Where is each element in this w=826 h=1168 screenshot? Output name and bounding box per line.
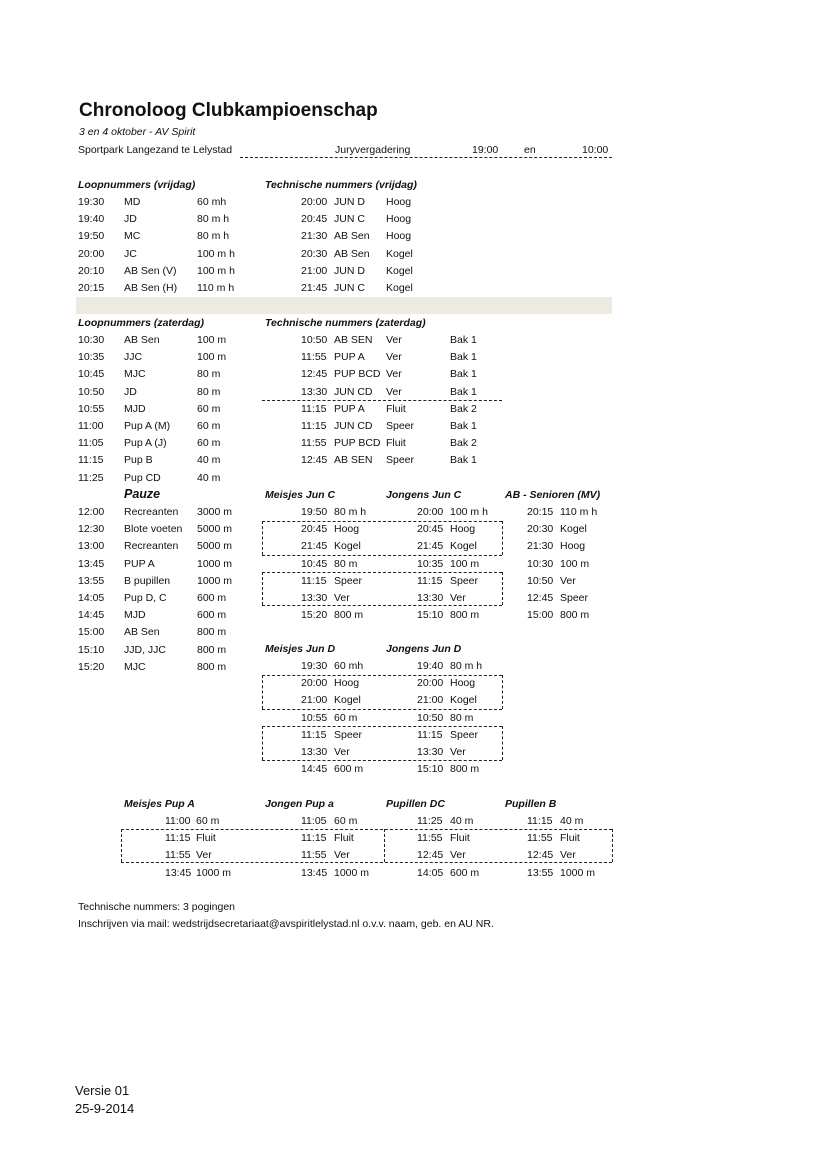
run-group: AB Sen	[124, 626, 160, 639]
tech-group: PUP A	[334, 351, 365, 364]
slot-time: 11:15	[301, 574, 327, 587]
tech-group: AB SEN	[334, 454, 373, 467]
slot-time: 11:55	[527, 832, 553, 845]
pup-box-left	[121, 829, 122, 862]
tech-group: AB Sen	[334, 230, 370, 243]
run-event: 800 m	[197, 643, 227, 656]
tech-group: JUN CD	[334, 385, 373, 398]
run-group: Pup CD	[124, 471, 161, 484]
slot-time: 21:45	[301, 540, 328, 553]
slot-time: 21:00	[417, 694, 444, 707]
meeting-label: Juryvergadering	[335, 144, 411, 156]
slot-time: 10:50	[417, 711, 444, 724]
run-event: 60 m	[197, 437, 221, 450]
run-time: 11:25	[78, 471, 104, 484]
slot-event: 600 m	[334, 763, 364, 776]
slot-event: 800 m	[450, 763, 480, 776]
run-group: Pup B	[124, 454, 153, 467]
slot-time: 11:15	[301, 832, 327, 845]
run-time: 12:00	[78, 506, 105, 518]
friday-run-header: Loopnummers (vrijdag)	[78, 179, 196, 191]
tech-group: PUP A	[334, 402, 365, 415]
tech-pit: Bak 1	[450, 334, 477, 346]
tech-group: AB Sen	[334, 247, 370, 260]
slot-event: 40 m	[560, 815, 584, 827]
slot-event: 1000 m	[196, 866, 232, 879]
slot-event: Hoog	[334, 677, 360, 690]
slot-time: 15:00	[527, 609, 554, 622]
run-time: 12:30	[78, 523, 105, 536]
group-c-box-right	[502, 521, 503, 555]
group-d-box2-top	[262, 726, 502, 727]
group-d-box-right	[502, 675, 503, 709]
tech-time: 21:45	[301, 282, 328, 294]
group-d-box-bottom	[262, 709, 502, 710]
slot-time: 21:00	[301, 694, 328, 707]
version-date: 25-9-2014	[75, 1101, 135, 1116]
tech-time: 21:00	[301, 264, 328, 277]
tech-time: 12:45	[301, 368, 328, 381]
run-time: 20:15	[78, 282, 105, 294]
slot-event: Kogel	[450, 540, 477, 553]
group-d-box-left	[262, 675, 263, 709]
slot-time: 13:30	[301, 746, 328, 758]
slot-event: 1000 m	[334, 866, 370, 879]
tech-event: Kogel	[386, 282, 413, 294]
tech-event: Speer	[386, 454, 415, 467]
group-c-box2-right	[502, 572, 503, 605]
slot-event: 800 m	[450, 609, 480, 622]
tech-event: Speer	[386, 420, 415, 432]
run-event: 110 m h	[197, 282, 235, 294]
slot-event: 800 m	[334, 609, 364, 622]
slot-time: 11:15	[417, 574, 443, 587]
slot-event: 40 m	[450, 815, 474, 827]
group-header-jongens-jun-c: Jongens Jun C	[386, 489, 462, 501]
tech-time: 11:15	[301, 402, 327, 415]
slot-time: 15:20	[301, 609, 328, 622]
group-header-meisjes-jun-c: Meisjes Jun C	[265, 489, 336, 501]
group-d-box2-left	[262, 726, 263, 760]
run-group: Blote voeten	[124, 523, 183, 536]
run-group: MJD	[124, 609, 146, 622]
run-time: 19:50	[78, 230, 105, 243]
slot-event: Fluit	[334, 832, 354, 845]
slot-time: 12:45	[527, 849, 554, 862]
slot-time: 11:25	[417, 815, 443, 827]
pup-box-bottom	[121, 862, 612, 863]
tech-event: Ver	[386, 351, 402, 364]
group-header-pupillen-dc: Pupillen DC	[386, 798, 445, 810]
group-c-box2-left	[262, 572, 263, 605]
run-event: 600 m	[197, 592, 227, 604]
slot-time: 14:45	[301, 763, 328, 776]
slot-time: 13:45	[165, 866, 192, 879]
tech-event: Fluit	[386, 402, 406, 415]
slot-time: 11:00	[165, 815, 191, 827]
run-time: 19:30	[78, 196, 105, 208]
slot-time: 10:35	[417, 557, 444, 570]
run-event: 80 m	[197, 385, 221, 398]
slot-event: Ver	[334, 849, 350, 862]
slot-event: Speer	[334, 728, 363, 741]
run-time: 10:30	[78, 334, 105, 346]
tech-pit: Bak 1	[450, 351, 477, 364]
slot-event: 60 m	[334, 711, 358, 724]
slot-time: 20:00	[301, 677, 328, 690]
run-group: JJC	[124, 351, 143, 364]
run-time: 19:40	[78, 213, 105, 226]
attempts-note: Technische nummers: 3 pogingen	[78, 901, 236, 913]
run-time: 15:10	[78, 643, 105, 656]
venue: Sportpark Langezand te Lelystad	[78, 144, 233, 156]
tech-event: Hoog	[386, 213, 412, 226]
tech-event: Fluit	[386, 437, 406, 450]
pup-box-right	[612, 829, 613, 862]
run-group: MJC	[124, 368, 146, 381]
slot-time: 11:15	[417, 728, 443, 741]
run-time: 13:55	[78, 574, 105, 587]
day-separator	[76, 297, 612, 314]
run-event: 100 m	[197, 334, 227, 346]
run-event: 80 m	[197, 368, 221, 381]
meeting-time-2: 10:00	[582, 144, 609, 156]
slot-event: Ver	[450, 849, 466, 862]
signup-note: Inschrijven via mail: wedstrijdsecretariaat@avspiritlelystad.nl o.v.v. naam, geb. en AU NR.	[78, 918, 494, 930]
run-time: 15:00	[78, 626, 105, 639]
pup-box-top	[121, 829, 612, 830]
slot-event: Hoog	[450, 677, 476, 690]
slot-time: 13:30	[417, 592, 444, 604]
run-time: 11:15	[78, 454, 104, 467]
slot-time: 20:45	[417, 523, 444, 536]
run-group: Recreanten	[124, 506, 179, 518]
friday-tech-header: Technische nummers (vrijdag)	[265, 179, 417, 191]
slot-time: 11:55	[301, 849, 327, 862]
slot-event: 80 m h	[334, 506, 367, 518]
tech-time: 20:45	[301, 213, 328, 226]
run-event: 800 m	[197, 660, 227, 673]
slot-event: Speer	[450, 574, 479, 587]
slot-time: 11:05	[301, 815, 327, 827]
run-time: 20:00	[78, 247, 105, 260]
run-group: AB Sen (V)	[124, 264, 177, 277]
tech-group: AB SEN	[334, 334, 373, 346]
meeting-time-1: 19:00	[472, 144, 499, 156]
version-label: Versie 01	[75, 1083, 130, 1098]
slot-time: 10:30	[527, 557, 554, 570]
run-time: 20:10	[78, 264, 105, 277]
run-time: 10:35	[78, 351, 105, 364]
slot-time: 13:30	[301, 592, 328, 604]
run-group: Pup A (J)	[124, 437, 167, 450]
pause-label: Pauze	[124, 487, 161, 501]
slot-time: 11:15	[527, 815, 553, 827]
run-group: PUP A	[124, 557, 155, 570]
group-c-box-top	[262, 521, 502, 522]
run-event: 40 m	[197, 471, 221, 484]
slot-time: 11:55	[417, 832, 443, 845]
group-header-jongen-pup-a: Jongen Pup a	[265, 798, 334, 810]
group-c-box2-top	[262, 572, 502, 573]
group-d-box-top	[262, 675, 502, 676]
tech-pit: Bak 1	[450, 420, 477, 432]
tech-time: 12:45	[301, 454, 328, 467]
slot-time: 11:15	[301, 728, 327, 741]
slot-event: 60 m	[196, 815, 220, 827]
run-event: 3000 m	[197, 506, 233, 518]
tech-pit: Bak 1	[450, 368, 477, 381]
slot-event: Ver	[450, 746, 466, 758]
tech-group: PUP BCD	[334, 437, 381, 450]
saturday-run-header: Loopnummers (zaterdag)	[78, 317, 205, 329]
slot-event: 100 m	[560, 557, 590, 570]
slot-event: Hoog	[334, 523, 360, 536]
run-time: 13:00	[78, 540, 105, 553]
slot-time: 13:55	[527, 866, 554, 879]
run-event: 800 m	[197, 626, 227, 639]
run-group: MC	[124, 230, 141, 243]
tech-group: PUP BCD	[334, 368, 381, 381]
slot-event: Speer	[450, 728, 479, 741]
slot-event: 1000 m	[560, 866, 596, 879]
run-group: JD	[124, 213, 137, 226]
run-group: B pupillen	[124, 574, 171, 587]
slot-event: Fluit	[560, 832, 580, 845]
run-group: JC	[124, 247, 137, 260]
run-group: Pup A (M)	[124, 420, 171, 432]
slot-time: 20:15	[527, 506, 554, 518]
slot-time: 20:00	[417, 677, 444, 690]
slot-time: 15:10	[417, 763, 444, 776]
tech-pit: Bak 1	[450, 385, 477, 398]
run-event: 100 m	[197, 351, 227, 364]
tech-event: Ver	[386, 385, 402, 398]
page-title: Chronoloog Clubkampioenschap	[79, 100, 378, 121]
run-event: 60 mh	[197, 196, 227, 208]
run-group: JJD, JJC	[124, 643, 166, 656]
run-group: MJD	[124, 402, 146, 415]
slot-event: 80 m	[334, 557, 358, 570]
run-group: JD	[124, 385, 137, 398]
group-header-ab-senioren: AB - Senioren (MV)	[505, 489, 601, 501]
run-time: 13:45	[78, 557, 105, 570]
slot-time: 19:50	[301, 506, 328, 518]
run-time: 11:05	[78, 437, 104, 450]
tech-pit: Bak 2	[450, 437, 477, 450]
run-time: 15:20	[78, 660, 105, 673]
run-event: 5000 m	[197, 540, 233, 553]
slot-time: 10:45	[301, 557, 328, 570]
slot-event: Ver	[334, 746, 350, 758]
tech-pit: Bak 1	[450, 454, 477, 467]
tech-group: JUN CD	[334, 420, 373, 432]
tech-group: JUN C	[334, 213, 365, 226]
slot-event: 80 m h	[450, 660, 483, 672]
tech-time: 11:55	[301, 437, 327, 450]
tech-group: JUN D	[334, 196, 365, 208]
slot-time: 19:40	[417, 660, 444, 672]
slot-time: 10:50	[527, 574, 554, 587]
slot-event: Ver	[560, 849, 576, 862]
meeting-and: en	[524, 144, 536, 156]
run-time: 14:05	[78, 592, 105, 604]
run-time: 10:55	[78, 402, 105, 415]
slot-event: Fluit	[450, 832, 470, 845]
run-event: 80 m h	[197, 213, 230, 226]
slot-time: 15:10	[417, 609, 444, 622]
slot-time: 21:45	[417, 540, 444, 553]
slot-time: 12:45	[527, 592, 554, 604]
slot-time: 21:30	[527, 540, 554, 553]
group-header-pupillen-b: Pupillen B	[505, 798, 557, 810]
slot-time: 20:30	[527, 523, 554, 536]
run-event: 1000 m	[197, 557, 233, 570]
slot-event: Hoog	[560, 540, 586, 553]
run-event: 60 m	[197, 402, 221, 415]
slot-event: 600 m	[450, 866, 480, 879]
slot-event: Kogel	[334, 694, 361, 707]
run-event: 80 m h	[197, 230, 230, 243]
tech-time: 20:30	[301, 247, 328, 260]
slot-event: 110 m h	[560, 506, 598, 518]
slot-time: 13:30	[417, 746, 444, 758]
run-group: Pup D, C	[124, 592, 167, 604]
slot-event: Ver	[196, 849, 212, 862]
run-event: 40 m	[197, 454, 221, 467]
run-group: AB Sen	[124, 334, 160, 346]
slot-time: 14:05	[417, 866, 444, 879]
run-event: 1000 m	[197, 574, 233, 587]
run-group: MD	[124, 196, 141, 208]
slot-event: 60 mh	[334, 660, 364, 672]
run-group: MJC	[124, 660, 146, 673]
tech-pit: Bak 2	[450, 402, 477, 415]
slot-event: Kogel	[560, 523, 587, 536]
slot-time: 13:45	[301, 866, 328, 879]
slot-time: 20:00	[417, 506, 444, 518]
tech-event: Hoog	[386, 196, 412, 208]
run-event: 5000 m	[197, 523, 233, 536]
header-dashed-line	[240, 157, 612, 158]
tech-event: Ver	[386, 334, 402, 346]
group-header-jongens-jun-d: Jongens Jun D	[386, 643, 462, 655]
run-group: Recreanten	[124, 540, 179, 553]
page-subtitle: 3 en 4 oktober - AV Spirit	[79, 126, 196, 138]
tech-event: Ver	[386, 368, 402, 381]
tech-event: Hoog	[386, 230, 412, 243]
slot-event: 800 m	[560, 609, 590, 622]
slot-event: 100 m	[450, 557, 480, 570]
slot-event: Hoog	[450, 523, 476, 536]
tech-time: 10:50	[301, 334, 328, 346]
slot-time: 12:45	[417, 849, 444, 862]
tech-time: 13:30	[301, 385, 328, 398]
tech-time: 20:00	[301, 196, 328, 208]
slot-event: Ver	[450, 592, 466, 604]
slot-event: Kogel	[334, 540, 361, 553]
slot-event: Ver	[560, 574, 576, 587]
slot-event: 80 m	[450, 711, 474, 724]
slot-event: 60 m	[334, 815, 358, 827]
group-header-meisjes-jun-d: Meisjes Jun D	[265, 643, 336, 655]
run-event: 100 m h	[197, 247, 235, 260]
run-time: 14:45	[78, 609, 105, 622]
run-event: 600 m	[197, 609, 227, 622]
tech-time: 11:15	[301, 420, 327, 432]
group-header-meisjes-pup-a: Meisjes Pup A	[124, 798, 195, 810]
tech-group: JUN C	[334, 282, 365, 294]
tech-event: Kogel	[386, 247, 413, 260]
run-group: AB Sen (H)	[124, 282, 178, 294]
run-time: 10:50	[78, 385, 105, 398]
slot-event: Ver	[334, 592, 350, 604]
group-c-box-bottom	[262, 555, 502, 556]
tech-group: JUN D	[334, 264, 365, 277]
run-event: 100 m h	[197, 264, 235, 277]
pup-box-middle	[384, 829, 385, 862]
run-event: 60 m	[197, 420, 221, 432]
slot-time: 11:15	[165, 832, 191, 845]
slot-event: Kogel	[450, 694, 477, 707]
saturday-tech-header: Technische nummers (zaterdag)	[265, 317, 426, 329]
group-c-box2-bottom	[262, 605, 502, 606]
run-time: 10:45	[78, 368, 105, 381]
slot-event: Speer	[560, 592, 589, 604]
slot-time: 20:45	[301, 523, 328, 536]
slot-event: Fluit	[196, 832, 216, 845]
tech-time: 11:55	[301, 351, 327, 364]
group-c-box-left	[262, 521, 263, 555]
tech-time: 21:30	[301, 230, 328, 243]
slot-event: 100 m h	[450, 506, 488, 518]
slot-time: 19:30	[301, 660, 328, 672]
group-d-box2-right	[502, 726, 503, 760]
saturday-tech-divider	[262, 400, 502, 401]
run-time: 11:00	[78, 420, 104, 432]
tech-event: Kogel	[386, 264, 413, 277]
slot-event: Speer	[334, 574, 363, 587]
group-d-box2-bottom	[262, 760, 502, 761]
slot-time: 10:55	[301, 711, 328, 724]
slot-time: 11:55	[165, 849, 191, 862]
